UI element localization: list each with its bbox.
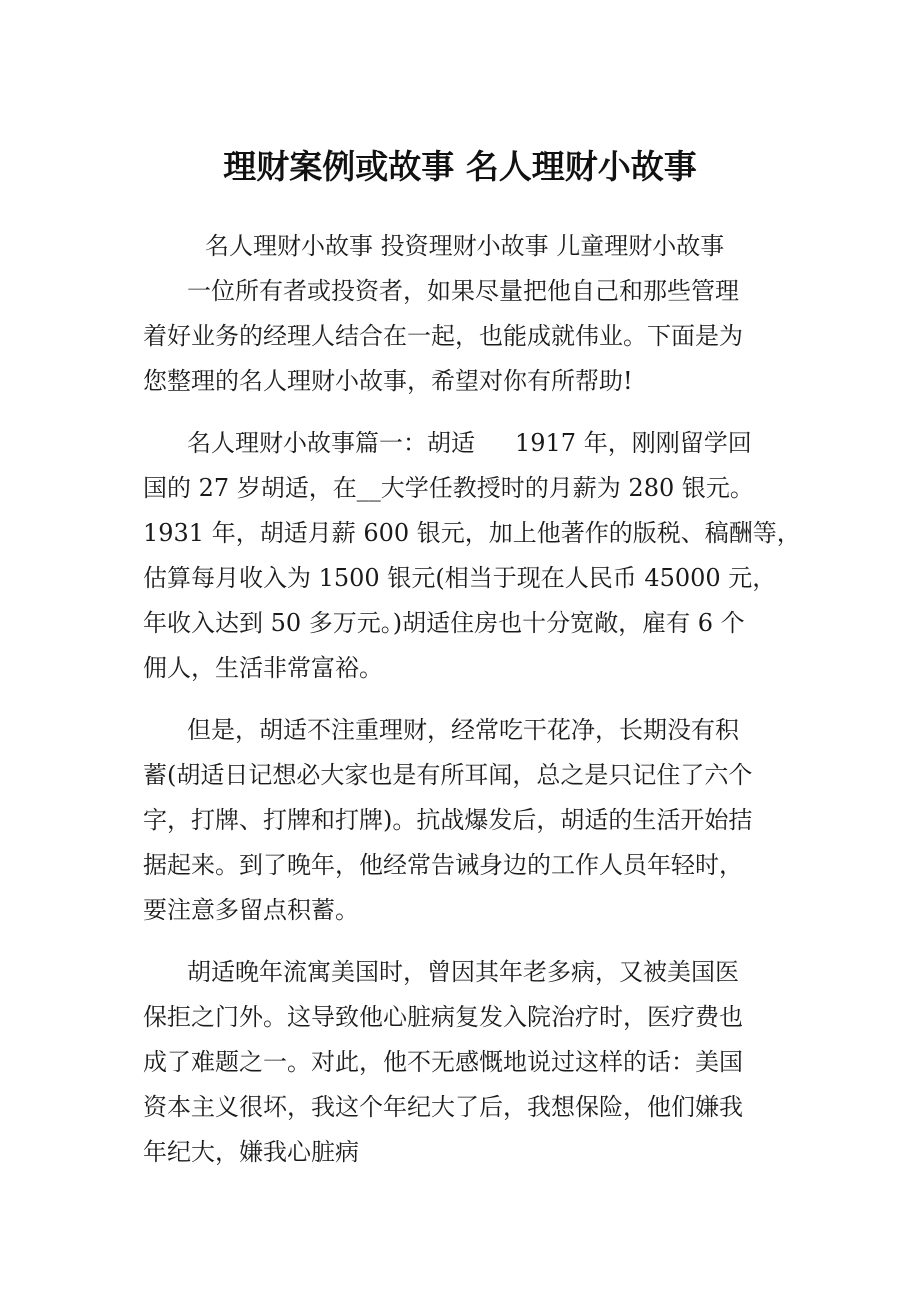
text-line: 年收入达到 50 多万元。)胡适住房也十分宽敞，雇有 6 个 xyxy=(143,609,745,637)
text-line: 蓄(胡适日记想必大家也是有所耳闻，总之是只记住了六个 xyxy=(143,761,753,789)
section-heading: 名人理财小故事篇一：胡适 xyxy=(187,429,475,457)
paragraph-gap xyxy=(143,404,783,421)
text-line: 您整理的名人理财小故事，希望对你有所帮助! xyxy=(143,367,633,395)
text-line: 1931 年，胡适月薪 600 银元，加上他著作的版税、稿酬等， xyxy=(143,519,801,547)
text-line: 年纪大，嫌我心脏病 xyxy=(143,1138,359,1166)
text-line: 资本主义很坏，我这个年纪大了后，我想保险，他们嫌我 xyxy=(143,1093,743,1121)
text-line: 着好业务的经理人结合在一起，也能成就伟业。下面是为 xyxy=(143,322,743,350)
text-line: 估算每月收入为 1500 银元(相当于现在人民币 45000 元， xyxy=(143,564,777,592)
text-line: 胡适晚年流寓美国时，曾因其年老多病，又被美国医 xyxy=(187,958,739,986)
text-line: 保拒之门外。这导致他心脏病复发入院治疗时，医疗费也 xyxy=(143,1003,743,1031)
text-line: 字，打牌、打牌和打牌)。抗战爆发后，胡适的生活开始拮 xyxy=(143,806,753,834)
text-line: 成了难题之一。对此，他不无感慨地说过这样的话：美国 xyxy=(143,1048,743,1076)
text-line: 佣人，生活非常富裕。 xyxy=(143,654,383,682)
document-title: 理财案例或故事 名人理财小故事 xyxy=(223,147,697,186)
text-line: 据起来。到了晚年，他经常告诫身边的工作人员年轻时， xyxy=(143,851,743,879)
paragraph-story-one xyxy=(143,421,801,691)
paragraph-gap xyxy=(143,691,783,708)
section-heading-line xyxy=(143,421,783,466)
text-line: 一位所有者或投资者，如果尽量把他自己和那些管理 xyxy=(187,277,739,305)
document-body xyxy=(143,224,801,1175)
heading-rest: 1917 年，刚刚留学回 xyxy=(515,429,752,457)
paragraph-tags xyxy=(143,224,783,269)
text-line: 要注意多留点积蓄。 xyxy=(143,896,359,924)
paragraph-gap xyxy=(143,933,783,950)
paragraph-later-years xyxy=(143,950,783,1175)
tags-line: 名人理财小故事 投资理财小故事 儿童理财小故事 xyxy=(205,232,725,260)
text-line: 但是，胡适不注重理财，经常吃干花净，长期没有积 xyxy=(187,716,739,744)
paragraph-no-savings xyxy=(143,708,783,933)
text-line: 国的 27 岁胡适，在__大学任教授时的月薪为 280 银元。 xyxy=(143,474,754,502)
paragraph-intro xyxy=(143,269,783,404)
